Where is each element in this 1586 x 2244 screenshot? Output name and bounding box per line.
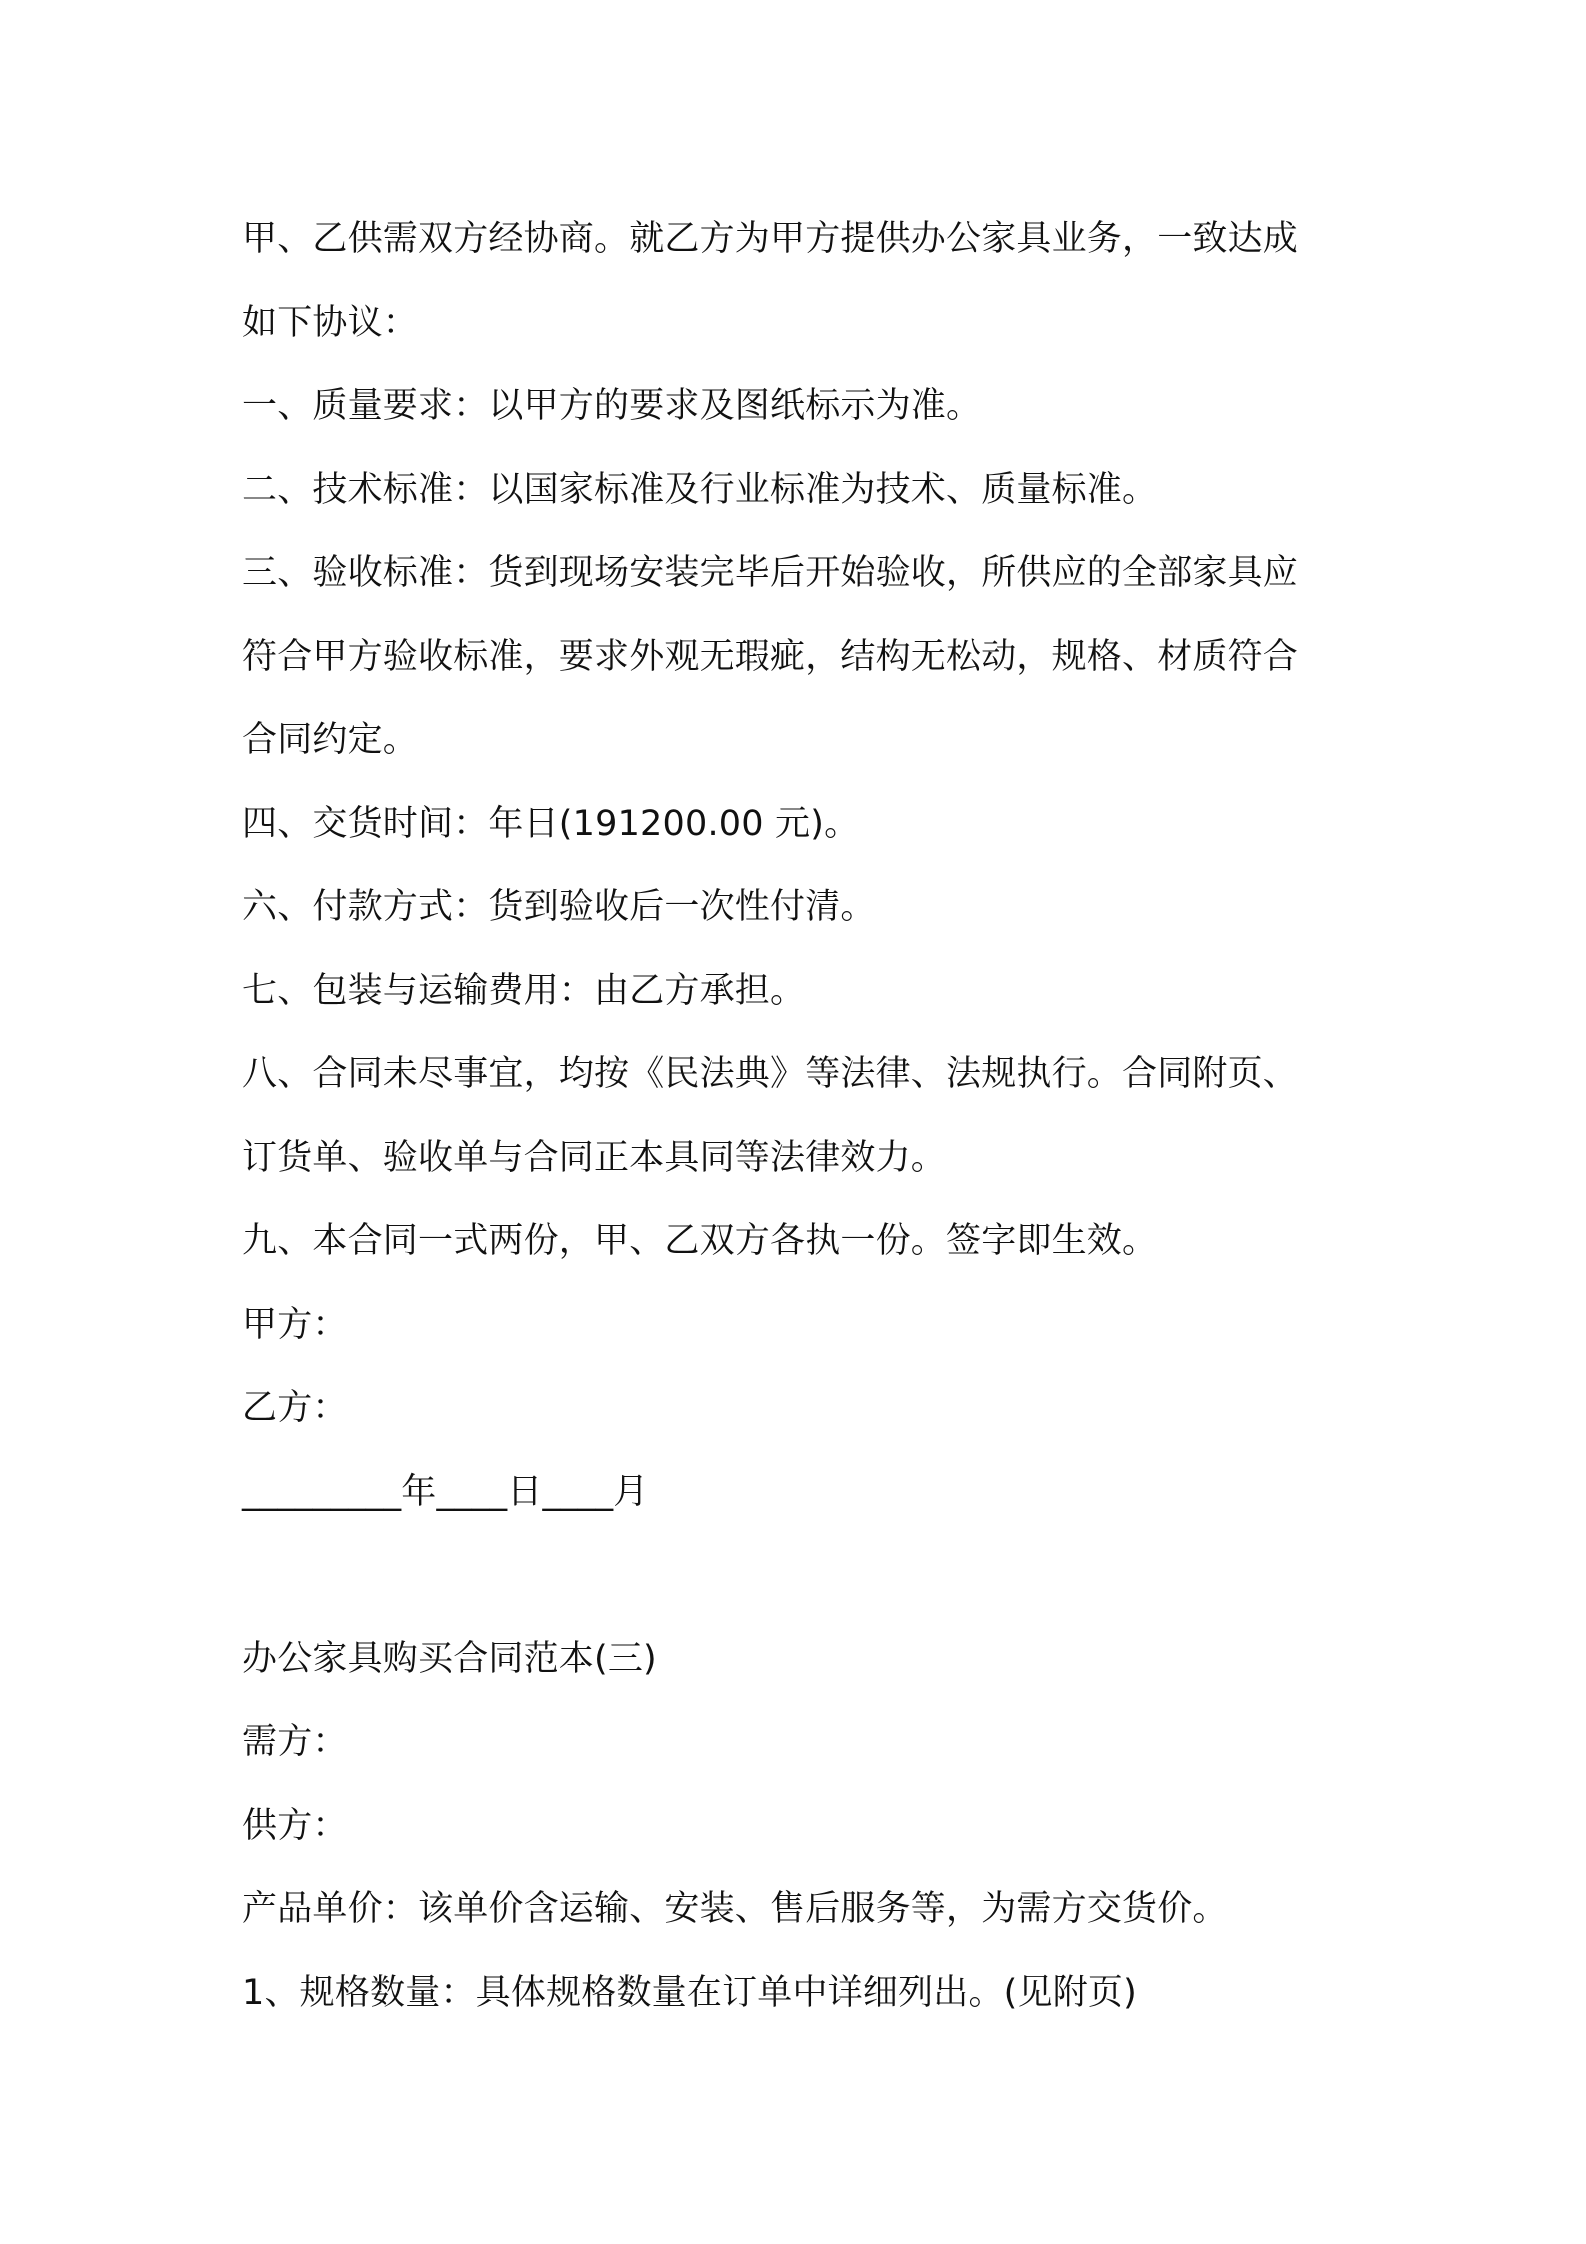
clause-quality: 一、质量要求：以甲方的要求及图纸标示为准。 (242, 386, 982, 426)
clause-payment: 六、付款方式：货到验收后一次性付清。 (242, 887, 876, 927)
document-body (242, 198, 1352, 2035)
clause-technical-standard: 二、技术标准：以国家标准及行业标准为技术、质量标准。 (242, 469, 1158, 510)
text-line-intro-2: 如下协议： (242, 302, 419, 343)
party-b-label: 乙方： (242, 1388, 348, 1428)
clause-copies: 九、本合同一式两份，甲、乙双方各执一份。签字即生效。 (242, 1221, 1158, 1261)
clause-miscellaneous-1: 八、合同未尽事宜，均按《民法典》等法律、法规执行。合同附页、 (242, 1054, 1299, 1094)
clause-delivery-time: 四、交货时间：年日(191200.00 元)。 (242, 803, 860, 844)
unit-price-line: 产品单价：该单价含运输、安装、售后服务等，为需方交货价。 (242, 1889, 1228, 1929)
clause-acceptance-2: 符合甲方验收标准，要求外观无瑕疵，结构无松动，规格、材质符合 (242, 636, 1299, 677)
text-line-intro-1: 甲、乙供需双方经协商。就乙方为甲方提供办公家具业务，一致达成 (242, 219, 1299, 259)
clause-miscellaneous-2: 订货单、验收单与合同正本具同等法律效力。 (242, 1137, 947, 1178)
clause-acceptance-1: 三、验收标准：货到现场安装完毕后开始验收，所供应的全部家具应 (242, 553, 1299, 593)
clause-acceptance-3: 合同约定。 (242, 720, 419, 760)
spec-quantity-line: 1、规格数量：具体规格数量在订单中详细列出。(见附页) (242, 1972, 1137, 2013)
buyer-label: 需方： (242, 1722, 348, 1762)
section-title: 办公家具购买合同范本(三) (242, 1638, 657, 1679)
party-a-label: 甲方： (242, 1304, 348, 1345)
clause-packaging: 七、包装与运输费用：由乙方承担。 (242, 970, 806, 1011)
date-line: _________年____日____月 (242, 1471, 649, 1512)
supplier-label: 供方： (242, 1805, 348, 1846)
section-gap (242, 1534, 1352, 1618)
